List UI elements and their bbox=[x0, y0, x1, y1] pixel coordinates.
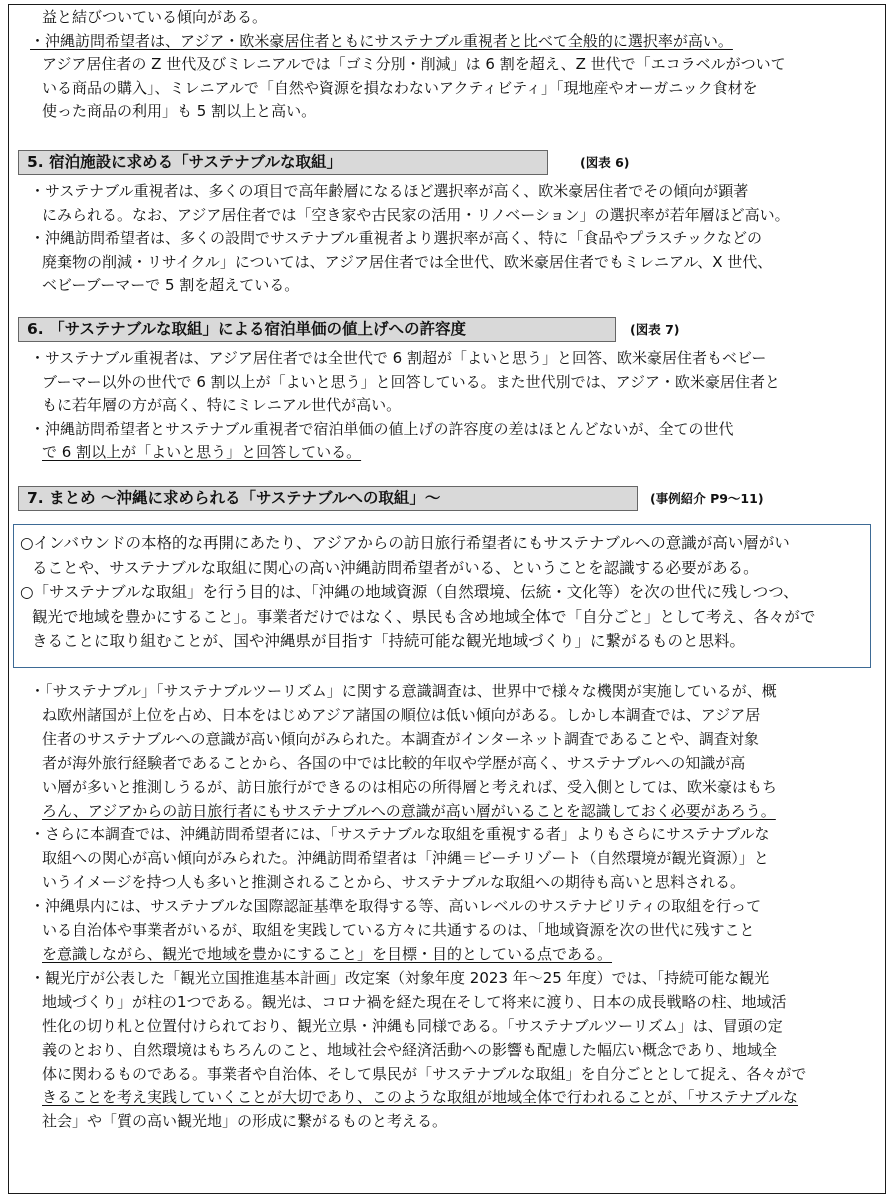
text-line: ・沖縄訪問希望者は、多くの設問でサステナブル重視者より選択率が高く、特に「食品やプラスチックなどの bbox=[30, 229, 763, 247]
text-line: い層が多いと推測しうるが、訪日旅行ができるのは相応の所得層と考えれば、受入側としては、欧米豪はもち bbox=[42, 777, 778, 796]
section-heading-7: 7. まとめ ～沖縄に求められる「サステナブルへの取組」～ bbox=[18, 486, 638, 511]
section-heading-5: 5. 宿泊施設に求める「サステナブルな取組」 bbox=[18, 150, 548, 175]
text-line: 取組への関心が高い傾向がみられた。沖縄訪問希望者は「沖縄＝ビーチリゾート（自然環境が観光資源）」と bbox=[42, 849, 769, 868]
text-line: アジア居住者の Z 世代及びミレニアルでは「ゴミ分別・削減」は 6 割を超え、Z 世代で「エコラベルがついて bbox=[42, 55, 786, 73]
text-line: ・沖縄県内には、サステナブルな国際認証基準を取得する等、高いレベルのサステナビリティの取組を行って bbox=[30, 897, 762, 916]
text-line: ・サステナブル重視者は、多くの項目で高年齢層になるほど選択率が高く、欧米豪居住者でその傾向が顕著 bbox=[30, 182, 749, 200]
text-line: ・さらに本調査では、沖縄訪問希望者には、「サステナブルな取組を重視する者」よりもさらにサステナブルな bbox=[30, 825, 770, 844]
summary-paragraph bbox=[20, 531, 866, 654]
section-heading-6: 6. 「サステナブルな取組」による宿泊単価の値上げへの許容度 bbox=[18, 317, 616, 342]
text-line: 性化の切り札と位置付けられており、観光立県・沖縄も同様である。「サステナブルツーリズム」は、冒頭の定 bbox=[42, 1016, 783, 1035]
section-6-paragraph bbox=[30, 347, 870, 465]
text-line: 義のとおり、自然環境はもちろんのこと、地域社会や経済活動への影響も配慮した幅広い概念であり、地域全 bbox=[42, 1040, 778, 1059]
text-line: 体に関わるものである。事業者や自治体、そして県民が「サステナブルな取組」を自分ごととして捉え、各々がで bbox=[42, 1064, 807, 1083]
text-line: きることを考え実践していくことが大切であり、このような取組が地域全体で行われることが、「サステナブルな bbox=[42, 1088, 799, 1107]
text-line: いる商品の購入」、ミレニアルで「自然や資源を損なわないアクティビティ」「現地産やオーガニック食材を bbox=[42, 78, 758, 97]
text-line: もに若年層の方が高く、特にミレニアル世代が高い。 bbox=[42, 396, 402, 414]
intro-paragraph bbox=[30, 6, 870, 124]
text-line: 住者のサステナブルへの意識が高い傾向がみられた。本調査がインターネット調査であることや、調査対象 bbox=[42, 729, 759, 748]
text-line: ね欧州諸国が上位を占め、日本をはじめアジア諸国の順位は低い傾向がある。しかし本調査では、アジア居 bbox=[42, 705, 761, 724]
text-line: 益と結びついている傾向がある。 bbox=[42, 8, 268, 26]
text-line: 使った商品の利用」も 5 割以上と高い。 bbox=[42, 102, 317, 120]
text-line: ベビーブーマーで 5 割を超えている。 bbox=[42, 276, 300, 294]
conclusion-paragraph bbox=[30, 680, 870, 1134]
text-line: ・「サステナブル」「サステナブルツーリズム」に関する意識調査は、世界中で様々な機関が実施しているが、概 bbox=[30, 682, 777, 700]
text-line: きることに取り組むことが、国や沖縄県が目指す「持続可能な観光地域づくり」に繋がるものと思料。 bbox=[32, 632, 746, 650]
text-line: いる自治体や事業者がいるが、取組を実践している方々に共通するのは、「地域資源を次の世代に残すこと bbox=[42, 921, 755, 940]
section-5-paragraph bbox=[30, 180, 870, 298]
text-line: ブーマー以外の世代で 6 割以上が「よいと思う」と回答している。また世代別では、アジア・欧米豪居住者と bbox=[42, 372, 781, 391]
text-line: 廃棄物の削減・リサイクル」については、アジア居住者では全世代、欧米豪居住者でもミレニアル、X 世代、 bbox=[42, 252, 773, 271]
text-line: ○「サステナブルな取組」を行う目的は、「沖縄の地域資源（自然環境、伝統・文化等）を次の世代に残しつつ、 bbox=[20, 583, 799, 601]
text-line: にみられる。なお、アジア居住者では「空き家や古民家の活用・リノベーション」の選択率が若年層ほど高い。 bbox=[42, 205, 790, 224]
text-line: ろん、アジアからの訪日旅行者にもサステナブルへの意識が高い層がいることを認識しておく必要があろう。 bbox=[42, 801, 776, 820]
text-line: を意識しながら、観光で地域を豊かにすること」を目標・目的としている点である。 bbox=[42, 944, 613, 963]
text-line: 観光で地域を豊かにすること」。事業者だけではなく、県民も含め地域全体で「自分ごと」として考え、各々がで bbox=[32, 607, 816, 626]
text-line: 者が海外旅行経験者であることから、各国の中では比較的年収や学歴が高く、サステナブルへの知識が高 bbox=[42, 753, 746, 772]
text-line: 地域づくり」が柱の1つである。観光は、コロナ禍を経た現在そして将来に渡り、日本の成長戦略の柱、地域活 bbox=[42, 992, 787, 1011]
text-line: ・観光庁が公表した「観光立国推進基本計画」改定案（対象年度 2023 年～25 年度）では、「持続可能な観光 bbox=[30, 968, 770, 987]
figure-reference: (図表 7) bbox=[630, 322, 680, 337]
figure-reference: (事例紹介 P9～11) bbox=[650, 491, 764, 506]
text-line: ることや、サステナブルな取組に関心の高い沖縄訪問希望者がいる、ということを認識する必要がある。 bbox=[32, 558, 759, 577]
figure-reference: (図表 6) bbox=[580, 155, 630, 170]
summary-box bbox=[13, 524, 871, 668]
text-line: ・サステナブル重視者は、アジア居住者では全世代で 6 割超が「よいと思う」と回答、欧米豪居住者もベビー bbox=[30, 349, 767, 367]
text-line: ・沖縄訪問希望者とサステナブル重視者で宿泊単価の値上げの許容度の差はほとんどないが、全ての世代 bbox=[30, 419, 734, 438]
text-line: ・沖縄訪問希望者は、アジア・欧米豪居住者ともにサステナブル重視者と比べて全般的に選択率が高い。 bbox=[30, 31, 733, 50]
text-line: で 6 割以上が「よいと思う」と回答している。 bbox=[42, 443, 362, 461]
text-line: 社会」や「質の高い観光地」の形成に繋がるものと考える。 bbox=[42, 1112, 448, 1131]
text-line: いうイメージを持つ人も多いと推測されることから、サステナブルな取組への期待も高いと思料される。 bbox=[42, 873, 746, 892]
text-line: ○インバウンドの本格的な再開にあたり、アジアからの訪日旅行希望者にもサステナブルへの意識が高い層がい bbox=[20, 534, 790, 552]
